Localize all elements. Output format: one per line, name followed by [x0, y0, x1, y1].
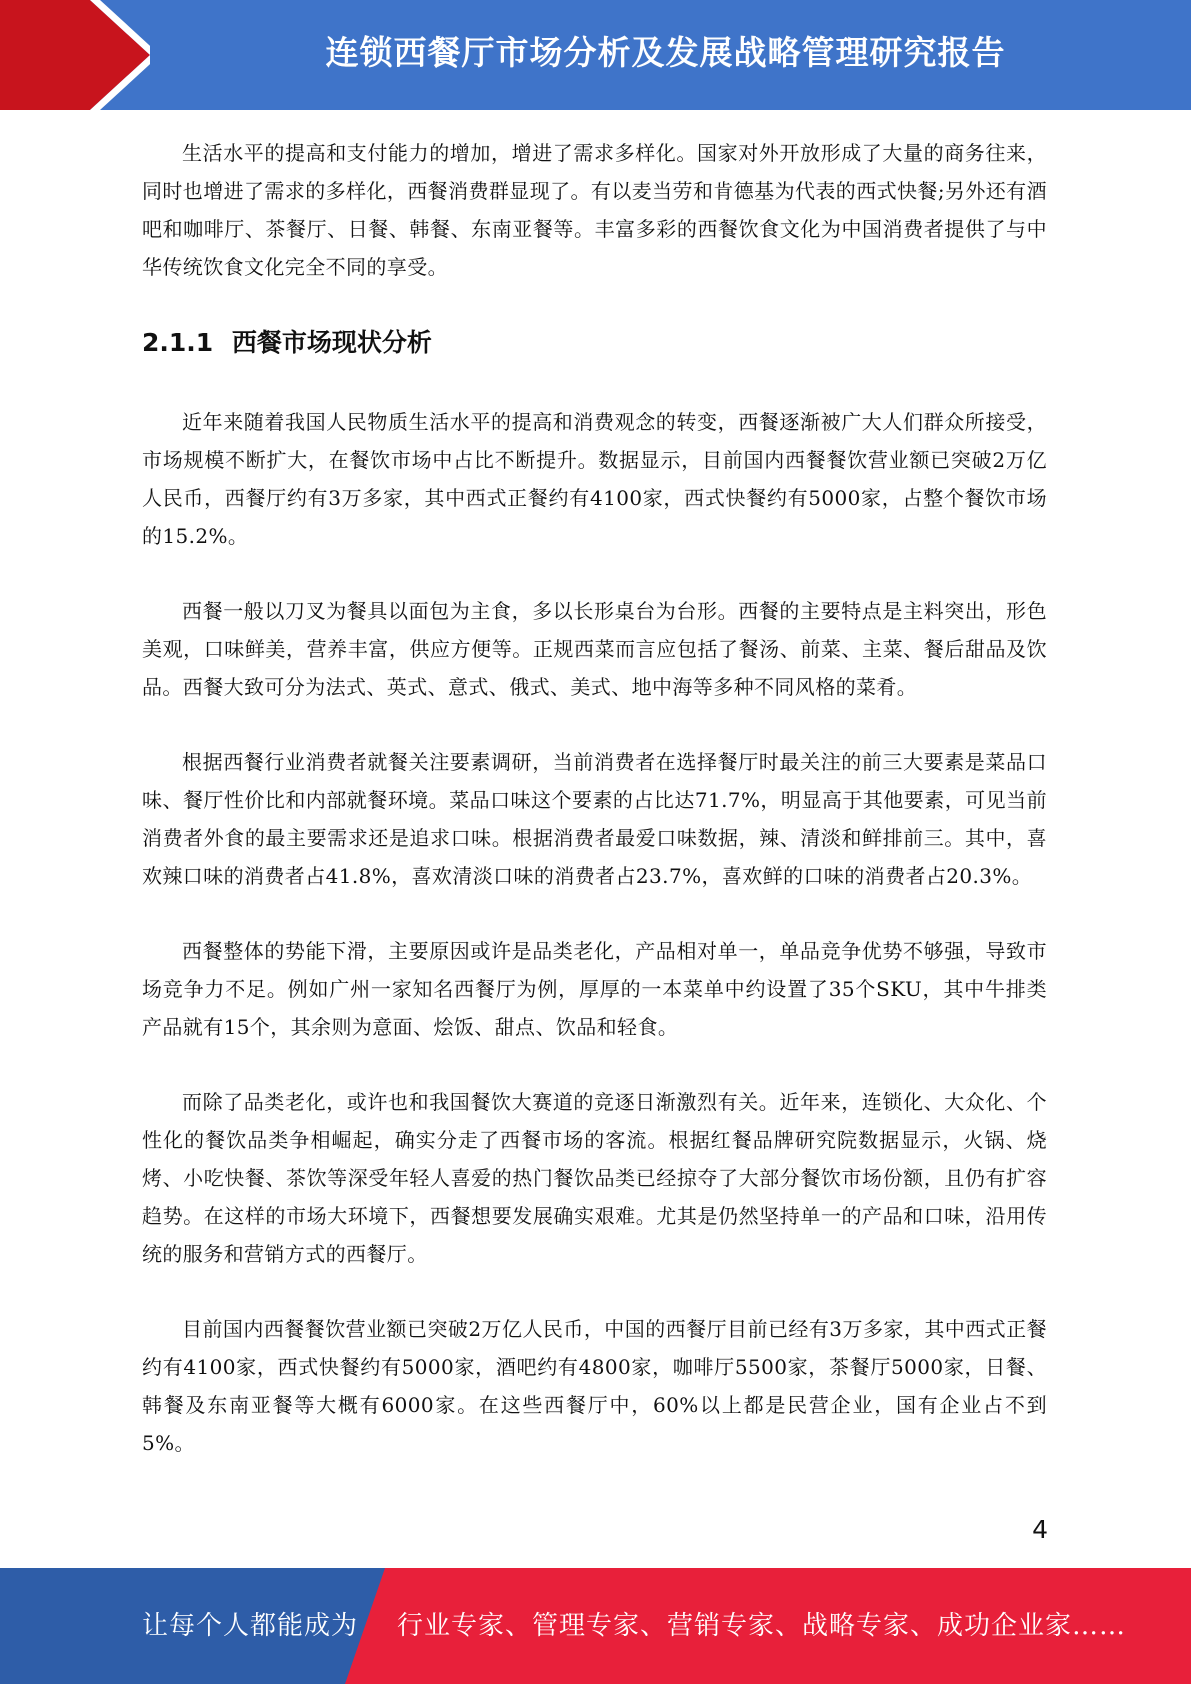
page-header	[0, 0, 1191, 110]
paragraph-competition: 而除了品类老化，或许也和我国餐饮大赛道的竞逐日渐激烈有关。近年来，连锁化、大众化、个性化的餐饮品类争相崛起，确实分走了西餐市场的客流。根据红餐品牌研究院数据显示，火锅、烧烤、小吃快餐、茶饮等深受年轻人喜爱的热门餐饮品类已经掠夺了大部分餐饮市场份额，且仍有扩容趋势。在这样的市场大环境下，西餐想要发展确实艰难。尤其是仍然坚持单一的产品和口味，沿用传统的服务和营销方式的西餐厅。	[142, 1090, 1047, 1266]
paragraph-western-food-features: 西餐一般以刀叉为餐具以面包为主食，多以长形桌台为台形。西餐的主要特点是主料突出，形色美观，口味鲜美，营养丰富，供应方便等。正规西菜而言应包括了餐汤、前菜、主菜、餐后甜品及饮品。西餐大致可分为法式、英式、意式、俄式、美式、地中海等多种不同风格的菜肴。	[142, 599, 1047, 699]
paragraph-restaurant-counts: 目前国内西餐餐饮营业额已突破2万亿人民币，中国的西餐厅目前已经有3万多家，其中西式正餐约有4100家，西式快餐约有5000家，酒吧约有4800家，咖啡厅5500家，茶餐厅5000家，日餐、韩餐及东南亚餐等大概有6000家。在这些西餐厅中，60%以上都是民营企业，国有企业占不到5%。	[142, 1317, 1047, 1455]
paragraph-intro: 生活水平的提高和支付能力的增加，增进了需求多样化。国家对外开放形成了大量的商务往来，同时也增进了需求的多样化，西餐消费群显现了。有以麦当劳和肯德基为代表的西式快餐;另外还有酒吧和咖啡厅、茶餐厅、日餐、韩餐、东南亚餐等。丰富多彩的西餐饮食文化为中国消费者提供了与中华传统饮食文化完全不同的享受。	[142, 141, 1047, 279]
document-body	[142, 134, 1047, 1499]
paragraph-decline-reasons: 西餐整体的势能下滑，主要原因或许是品类老化，产品相对单一，单品竞争优势不够强，导致市场竞争力不足。例如广州一家知名西餐厅为例，厚厚的一本菜单中约设置了35个SKU，其中牛排类产品就有15个，其余则为意面、烩饭、甜点、饮品和轻食。	[142, 939, 1047, 1039]
section-title: 西餐市场现状分析	[231, 328, 432, 357]
paragraph-consumer-survey: 根据西餐行业消费者就餐关注要素调研，当前消费者在选择餐厅时最关注的前三大要素是菜品口味、餐厅性价比和内部就餐环境。菜品口味这个要素的占比达71.7%，明显高于其他要素，可见当前消费者外食的最主要需求还是追求口味。根据消费者最爱口味数据，辣、清淡和鲜排前三。其中，喜欢辣口味的消费者占41.8%，喜欢清淡口味的消费者占23.7%，喜欢鲜的口味的消费者占20.3%。	[142, 750, 1047, 888]
report-title: 连锁西餐厅市场分析及发展战略管理研究报告	[325, 33, 1006, 72]
page-number: 4	[1032, 1515, 1048, 1544]
header-red-arrow-decoration	[0, 0, 150, 110]
section-heading	[142, 323, 1047, 363]
footer-slogan-right: 行业专家、管理专家、营销专家、战略专家、成功企业家……	[397, 1611, 1127, 1641]
footer-slogan-left: 让每个人都能成为	[142, 1611, 359, 1641]
section-number: 2.1.1	[142, 328, 214, 357]
page-footer	[0, 1568, 1191, 1684]
paragraph-market-size: 近年来随着我国人民物质生活水平的提高和消费观念的转变，西餐逐渐被广大人们群众所接受，市场规模不断扩大，在餐饮市场中占比不断提升。数据显示，目前国内西餐餐饮营业额已突破2万亿人民币，西餐厅约有3万多家，其中西式正餐约有4100家，西式快餐约有5000家，占整个餐饮市场的15.2%。	[142, 410, 1047, 548]
